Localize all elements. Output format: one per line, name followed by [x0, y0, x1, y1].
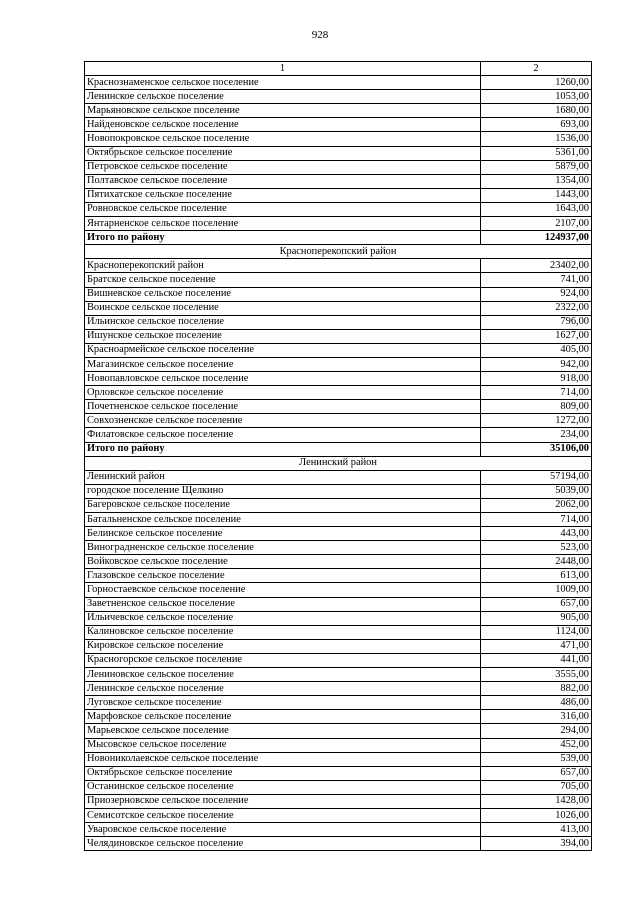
settlement-name: Петровское сельское поселение — [85, 160, 481, 174]
amount: 613,00 — [481, 569, 592, 583]
column-header-2: 2 — [481, 62, 592, 76]
amount: 796,00 — [481, 315, 592, 329]
amount: 1536,00 — [481, 132, 592, 146]
amount: 2107,00 — [481, 217, 592, 231]
table-row — [85, 217, 592, 231]
table-row — [85, 583, 592, 597]
amount: 2062,00 — [481, 498, 592, 512]
amount: 3555,00 — [481, 668, 592, 682]
amount: 394,00 — [481, 837, 592, 851]
amount: 1272,00 — [481, 414, 592, 428]
settlement-name: Глазовское сельское поселение — [85, 569, 481, 583]
table-row — [85, 780, 592, 794]
table-row — [85, 470, 592, 484]
table-header-row — [85, 62, 592, 76]
amount: 23402,00 — [481, 259, 592, 273]
table-row — [85, 541, 592, 555]
table-row — [85, 682, 592, 696]
table-row — [85, 724, 592, 738]
settlement-name: Марьяновское сельское поселение — [85, 104, 481, 118]
table-row — [85, 597, 592, 611]
settlement-name: Краснознаменское сельское поселение — [85, 76, 481, 90]
settlement-name: Новониколаевское сельское поселение — [85, 752, 481, 766]
settlement-name: Янтарненское сельское поселение — [85, 217, 481, 231]
table-row — [85, 287, 592, 301]
settlement-name: Братское сельское поселение — [85, 273, 481, 287]
settlement-name: Мысовское сельское поселение — [85, 738, 481, 752]
amount: 1627,00 — [481, 329, 592, 343]
district-total-row — [85, 231, 592, 245]
settlement-name: Октябрьское сельское поселение — [85, 146, 481, 160]
amount: 1643,00 — [481, 202, 592, 216]
amount: 1026,00 — [481, 808, 592, 822]
table-body — [85, 76, 592, 851]
amount: 1354,00 — [481, 174, 592, 188]
amount: 693,00 — [481, 118, 592, 132]
settlement-name: Орловское сельское поселение — [85, 386, 481, 400]
settlement-name: Почетненское сельское поселение — [85, 400, 481, 414]
amount: 5361,00 — [481, 146, 592, 160]
table-row — [85, 174, 592, 188]
settlement-name: Калиновское сельское поселение — [85, 625, 481, 639]
table-row — [85, 259, 592, 273]
amount: 413,00 — [481, 823, 592, 837]
table-row — [85, 513, 592, 527]
district-section-title: Ленинский район — [85, 456, 592, 470]
table-row — [85, 484, 592, 498]
total-amount: 35106,00 — [481, 442, 592, 456]
amount: 705,00 — [481, 780, 592, 794]
amount: 1260,00 — [481, 76, 592, 90]
section-header-row — [85, 245, 592, 259]
settlement-name: Красноармейское сельское поселение — [85, 343, 481, 357]
settlement-name: Полтавское сельское поселение — [85, 174, 481, 188]
page-number: 928 — [311, 29, 329, 41]
amount: 924,00 — [481, 287, 592, 301]
settlement-name: Новопокровское сельское поселение — [85, 132, 481, 146]
settlement-name: Лениновское сельское поселение — [85, 668, 481, 682]
total-label: Итого по району — [85, 231, 481, 245]
settlement-name: Совхозненское сельское поселение — [85, 414, 481, 428]
settlement-name: Воинское сельское поселение — [85, 301, 481, 315]
settlement-name: городское поселение Щелкино — [85, 484, 481, 498]
amount: 714,00 — [481, 513, 592, 527]
table-row — [85, 808, 592, 822]
settlement-name: Ильинское сельское поселение — [85, 315, 481, 329]
amount: 942,00 — [481, 357, 592, 371]
amount: 1124,00 — [481, 625, 592, 639]
table-row — [85, 104, 592, 118]
amount: 539,00 — [481, 752, 592, 766]
table-row — [85, 329, 592, 343]
amount: 1009,00 — [481, 583, 592, 597]
amount: 443,00 — [481, 527, 592, 541]
table-row — [85, 146, 592, 160]
total-amount: 124937,00 — [481, 231, 592, 245]
column-header-1: 1 — [85, 62, 481, 76]
amount: 2448,00 — [481, 555, 592, 569]
amount: 5879,00 — [481, 160, 592, 174]
amount: 918,00 — [481, 372, 592, 386]
table-row — [85, 188, 592, 202]
amount: 714,00 — [481, 386, 592, 400]
amount: 1443,00 — [481, 188, 592, 202]
table-row — [85, 315, 592, 329]
table-row — [85, 414, 592, 428]
settlement-name: Ровновское сельское поселение — [85, 202, 481, 216]
settlement-name: Красногорское сельское поселение — [85, 653, 481, 667]
settlement-name: Новопавловское сельское поселение — [85, 372, 481, 386]
table-row — [85, 555, 592, 569]
amount: 441,00 — [481, 653, 592, 667]
settlement-name: Кировское сельское поселение — [85, 639, 481, 653]
amount: 57194,00 — [481, 470, 592, 484]
amount: 316,00 — [481, 710, 592, 724]
amount: 657,00 — [481, 766, 592, 780]
amount: 1680,00 — [481, 104, 592, 118]
amount: 294,00 — [481, 724, 592, 738]
table-row — [85, 696, 592, 710]
table-row — [85, 90, 592, 104]
table-row — [85, 160, 592, 174]
settlement-name: Ленинское сельское поселение — [85, 90, 481, 104]
table-row — [85, 668, 592, 682]
section-header-row — [85, 456, 592, 470]
table-row — [85, 498, 592, 512]
amount: 5039,00 — [481, 484, 592, 498]
district-section-title: Красноперекопский район — [85, 245, 592, 259]
table-row — [85, 400, 592, 414]
settlement-name: Останинское сельское поселение — [85, 780, 481, 794]
table-row — [85, 738, 592, 752]
settlement-name: Уваровское сельское поселение — [85, 823, 481, 837]
amount: 405,00 — [481, 343, 592, 357]
settlement-name: Виноградненское сельское поселение — [85, 541, 481, 555]
table-row — [85, 357, 592, 371]
table-row — [85, 794, 592, 808]
settlement-name: Батальненское сельское поселение — [85, 513, 481, 527]
amount: 486,00 — [481, 696, 592, 710]
table-row — [85, 569, 592, 583]
settlement-name: Войковское сельское поселение — [85, 555, 481, 569]
settlement-name: Филатовское сельское поселение — [85, 428, 481, 442]
amount: 741,00 — [481, 273, 592, 287]
settlement-name: Марфовское сельское поселение — [85, 710, 481, 724]
amount: 882,00 — [481, 682, 592, 696]
table-row — [85, 118, 592, 132]
table-row — [85, 428, 592, 442]
table-row — [85, 527, 592, 541]
settlement-name: Красноперекопский район — [85, 259, 481, 273]
table-row — [85, 132, 592, 146]
table-row — [85, 823, 592, 837]
amount: 234,00 — [481, 428, 592, 442]
settlement-name: Октябрьское сельское поселение — [85, 766, 481, 780]
settlement-name: Ильичевское сельское поселение — [85, 611, 481, 625]
amount: 657,00 — [481, 597, 592, 611]
table-row — [85, 837, 592, 851]
settlement-name: Челядиновское сельское поселение — [85, 837, 481, 851]
settlement-name: Белинское сельское поселение — [85, 527, 481, 541]
settlement-name: Пятихатское сельское поселение — [85, 188, 481, 202]
amount: 523,00 — [481, 541, 592, 555]
settlement-name: Ленинское сельское поселение — [85, 682, 481, 696]
settlement-name: Семисотское сельское поселение — [85, 808, 481, 822]
settlement-name: Луговское сельское поселение — [85, 696, 481, 710]
amount: 471,00 — [481, 639, 592, 653]
table-row — [85, 372, 592, 386]
settlement-name: Горностаевское сельское поселение — [85, 583, 481, 597]
settlement-name: Ишунское сельское поселение — [85, 329, 481, 343]
settlement-name: Ленинский район — [85, 470, 481, 484]
total-label: Итого по району — [85, 442, 481, 456]
table-row — [85, 752, 592, 766]
table-row — [85, 273, 592, 287]
settlement-name: Заветненское сельское поселение — [85, 597, 481, 611]
table-row — [85, 653, 592, 667]
table-row — [85, 611, 592, 625]
table-row — [85, 710, 592, 724]
table-row — [85, 639, 592, 653]
amount: 809,00 — [481, 400, 592, 414]
district-total-row — [85, 442, 592, 456]
allocation-table — [84, 61, 592, 851]
settlement-name: Багеровское сельское поселение — [85, 498, 481, 512]
amount: 1428,00 — [481, 794, 592, 808]
table-row — [85, 386, 592, 400]
settlement-name: Приозерновское сельское поселение — [85, 794, 481, 808]
settlement-name: Вишневское сельское поселение — [85, 287, 481, 301]
table-row — [85, 202, 592, 216]
settlement-name: Найденовское сельское поселение — [85, 118, 481, 132]
amount: 905,00 — [481, 611, 592, 625]
table-row — [85, 301, 592, 315]
settlement-name: Магазинское сельское поселение — [85, 357, 481, 371]
amount: 2322,00 — [481, 301, 592, 315]
amount: 1053,00 — [481, 90, 592, 104]
table-row — [85, 766, 592, 780]
table-row — [85, 76, 592, 90]
amount: 452,00 — [481, 738, 592, 752]
table-row — [85, 625, 592, 639]
table-row — [85, 343, 592, 357]
settlement-name: Марьевское сельское поселение — [85, 724, 481, 738]
